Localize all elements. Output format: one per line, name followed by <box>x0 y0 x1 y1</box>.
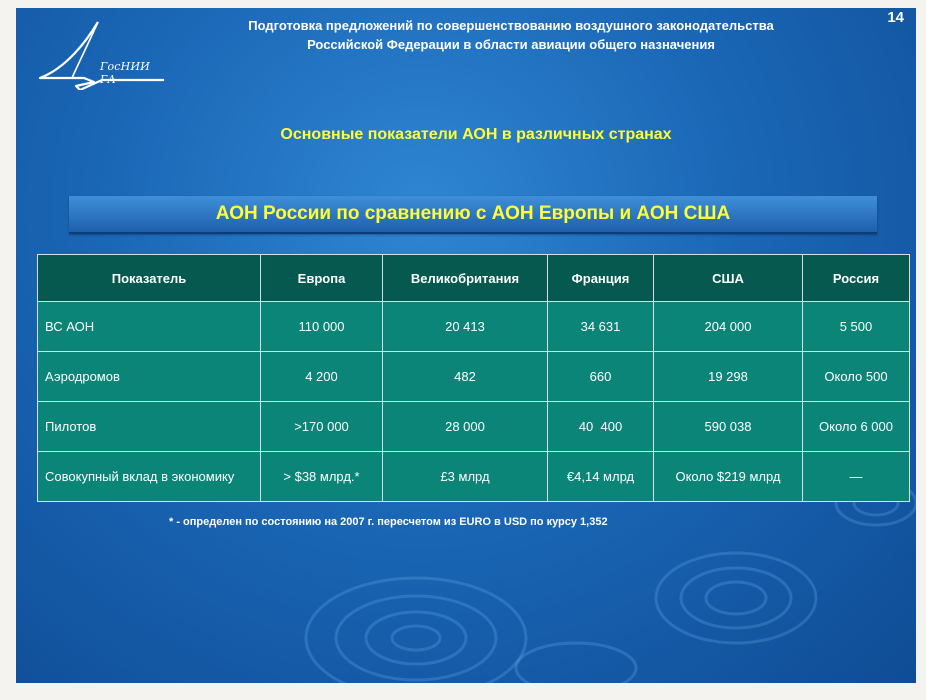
table-cell: ВС АОН <box>38 302 261 352</box>
table-cell: Аэродромов <box>38 352 261 402</box>
table-cell: Пилотов <box>38 402 261 452</box>
header-line-2: Российской Федерации в области авиации общего назначения <box>307 37 715 52</box>
table-cell: 660 <box>548 352 654 402</box>
table-cell: 40 400 <box>548 402 654 452</box>
comparison-table <box>37 254 910 502</box>
table-row <box>38 452 910 502</box>
table-cell: Около 500 <box>803 352 910 402</box>
table-row <box>38 302 910 352</box>
section-title: Основные показатели АОН в различных странах <box>280 126 672 143</box>
table-cell: 204 000 <box>654 302 803 352</box>
table-cell: 110 000 <box>261 302 383 352</box>
table-cell: — <box>803 452 910 502</box>
table-cell: 34 631 <box>548 302 654 352</box>
table-cell: Около 6 000 <box>803 402 910 452</box>
slide-header <box>166 16 856 54</box>
table-cell: €4,14 млрд <box>548 452 654 502</box>
table-cell: 5 500 <box>803 302 910 352</box>
table-cell: >170 000 <box>261 402 383 452</box>
table-cell: 20 413 <box>383 302 548 352</box>
slide <box>16 8 916 683</box>
table-cell: 28 000 <box>383 402 548 452</box>
footnote: * - определен по состоянию на 2007 г. пересчетом из EURO в USD по курсу 1,352 <box>169 516 608 528</box>
column-header: Россия <box>803 255 910 302</box>
table-cell: 4 200 <box>261 352 383 402</box>
page-number: 14 <box>887 9 904 26</box>
table-row <box>38 352 910 402</box>
table-cell: > $38 млрд.* <box>261 452 383 502</box>
logo <box>36 20 166 90</box>
header-line-1: Подготовка предложений по совершенствованию воздушного законодательства <box>248 18 774 33</box>
table-header-row <box>38 255 910 302</box>
table-cell: 590 038 <box>654 402 803 452</box>
table-row <box>38 402 910 452</box>
column-header: Показатель <box>38 255 261 302</box>
banner-title: АОН России по сравнению с АОН Европы и АОН США <box>69 196 877 234</box>
column-header: Великобритания <box>383 255 548 302</box>
table-cell: Около $219 млрд <box>654 452 803 502</box>
column-header: Европа <box>261 255 383 302</box>
table-cell: £3 млрд <box>383 452 548 502</box>
table-cell: Совокупный вклад в экономику <box>38 452 261 502</box>
logo-text: ГосНИИ ГА <box>100 60 151 86</box>
column-header: Франция <box>548 255 654 302</box>
table-cell: 482 <box>383 352 548 402</box>
table-cell: 19 298 <box>654 352 803 402</box>
column-header: США <box>654 255 803 302</box>
